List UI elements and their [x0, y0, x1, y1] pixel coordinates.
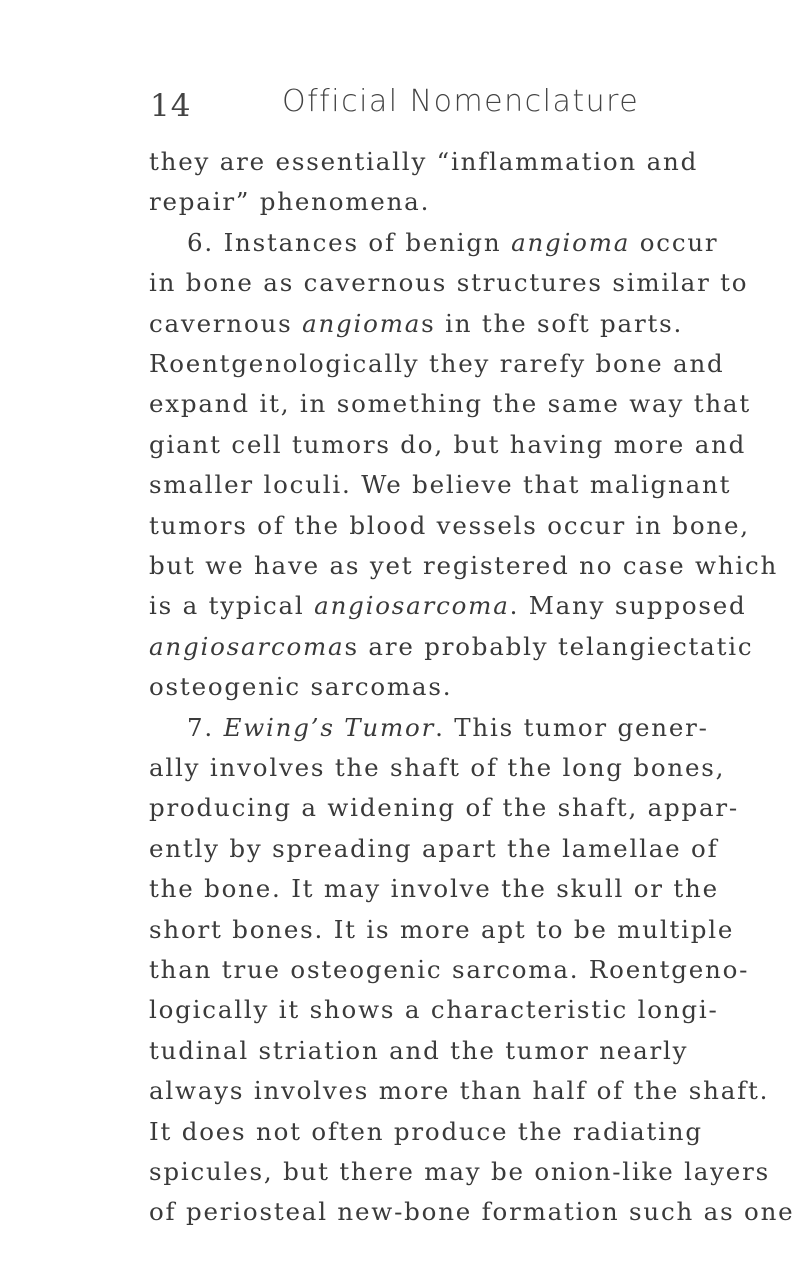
text-line: cavernous angiomas in the soft parts.: [149, 308, 684, 338]
running-title: Official Nomenclature: [282, 84, 640, 119]
text-line: smaller loculi. We believe that malignant: [149, 470, 732, 500]
italic-term: angioma: [511, 227, 631, 257]
text-line: than true osteogenic sarcoma. Roentgeno-: [149, 955, 750, 984]
text-line: Roentgenologically they rarefy bone and: [149, 349, 725, 378]
text-line: tudinal striation and the tumor nearly: [149, 1035, 689, 1065]
text-line: of periosteal new-bone formation such as one: [149, 1197, 795, 1227]
page-number: 14: [150, 88, 192, 124]
text-line: ally involves the shaft of the long bones,: [149, 753, 726, 782]
text-line: but we have as yet registered no case which: [149, 551, 779, 580]
text-line: ently by spreading apart the lamellae of: [149, 833, 719, 863]
text-line: 6. Instances of benign angioma occur: [187, 227, 719, 257]
text-line: It does not often produce the radiating: [149, 1116, 703, 1146]
text-line: tumors of the blood vessels occur in bone,: [149, 510, 750, 540]
text-line: they are essentially “inflammation and: [149, 147, 699, 176]
text-line: is a typical angiosarcoma. Many supposed: [149, 591, 747, 621]
text-line: always involves more than half of the shaft.: [149, 1076, 770, 1106]
text-line: in bone as cavernous structures similar to: [149, 268, 749, 298]
italic-term: Ewing’s Tumor: [223, 712, 436, 742]
text-line: logically it shows a characteristic longi-: [149, 995, 719, 1025]
text-line: angiosarcomas are probably telangiectatic: [149, 631, 754, 661]
text-line: spicules, but there may be onion-like layers: [149, 1157, 770, 1186]
italic-term: angiosarcoma: [314, 591, 510, 621]
text-line: expand it, in something the same way that: [149, 389, 751, 419]
text-line: producing a widening of the shaft, appar-: [149, 793, 739, 823]
text-line: 7. Ewing’s Tumor. This tumor gener-: [187, 712, 709, 742]
text-line: the bone. It may involve the skull or the: [149, 874, 719, 904]
italic-term: angiosarcoma: [149, 631, 345, 661]
text-line: osteogenic sarcomas.: [149, 672, 453, 702]
text-line: repair” phenomena.: [149, 187, 431, 217]
text-line: short bones. It is more apt to be multiple: [149, 914, 735, 944]
italic-term: angioma: [302, 308, 422, 338]
text-line: giant cell tumors do, but having more and: [149, 429, 747, 459]
page-header: [0, 84, 800, 128]
